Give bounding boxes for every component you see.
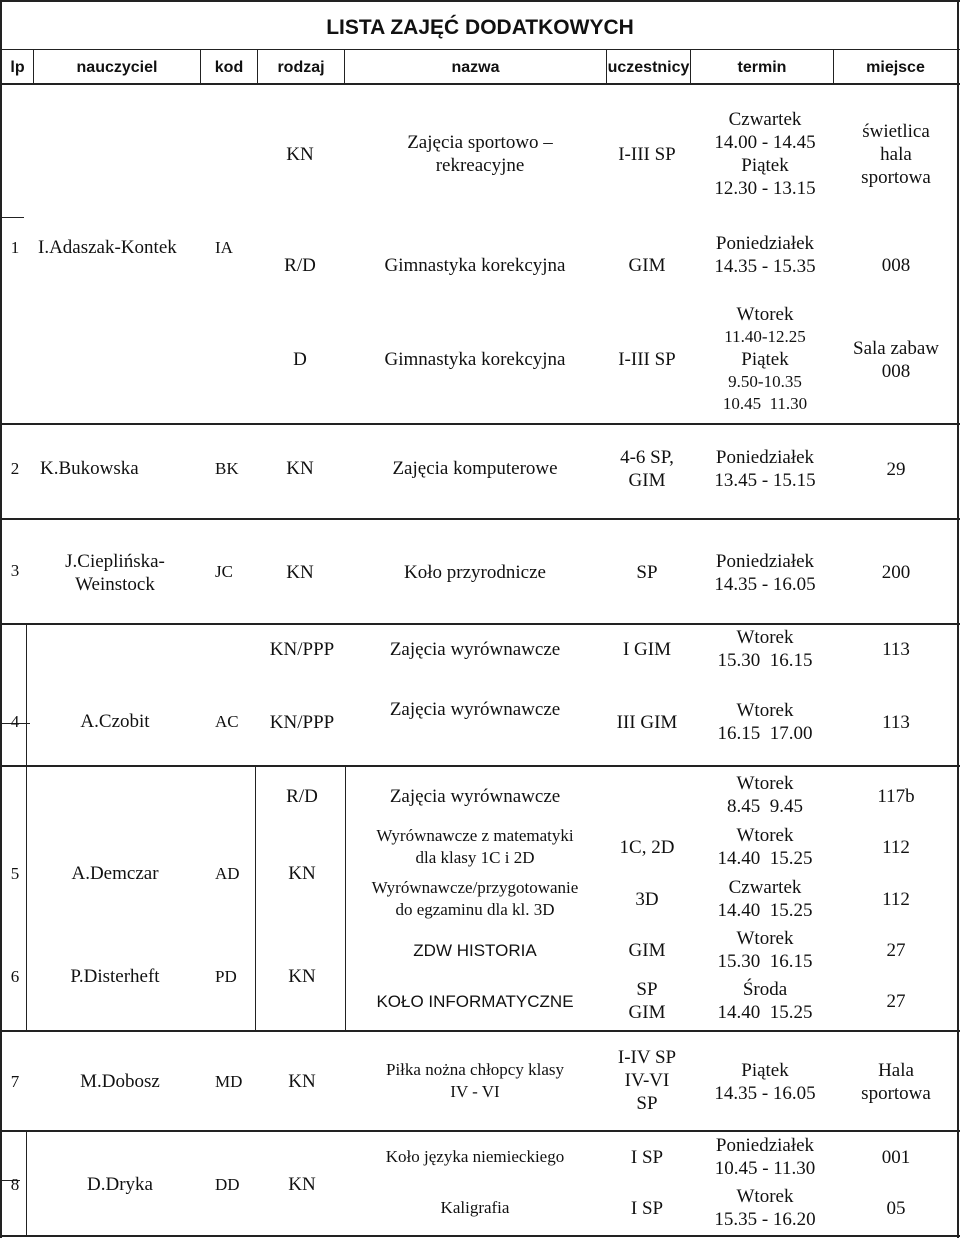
divider — [0, 1130, 960, 1132]
schedule-day: Piątek — [741, 1060, 789, 1081]
divider — [0, 518, 960, 520]
activity-name: Gimnastyka korekcyjna — [384, 255, 566, 276]
teacher-code: IA — [215, 238, 233, 257]
schedule-day: Wtorek — [736, 825, 794, 846]
schedule-time: 15.35 - 16.20 — [714, 1209, 816, 1230]
activity-name: do egzaminu dla kl. 3D — [395, 900, 555, 919]
participants: GIM — [628, 255, 666, 276]
participants: I-IV SP — [617, 1047, 677, 1068]
room: Hala — [878, 1060, 914, 1081]
schedule-day: Środa — [742, 979, 788, 1000]
activity-type: KN/PPP — [269, 712, 335, 733]
schedule-time: 14.40 15.25 — [717, 848, 813, 869]
room: 008 — [881, 361, 911, 382]
row-number: 3 — [10, 561, 20, 580]
schedule-time: 14.35 - 16.05 — [714, 574, 816, 595]
border-left — [0, 0, 2, 1238]
activity-type: KN — [286, 562, 314, 583]
schedule-time: 10.45 11.30 — [722, 394, 808, 413]
row-number: 4 — [10, 712, 20, 731]
activity-type: D — [293, 349, 307, 370]
participants: III GIM — [616, 712, 678, 733]
schedule-day: Wtorek — [736, 700, 794, 721]
schedule-time: 14.40 15.25 — [717, 900, 813, 921]
activity-type: R/D — [284, 255, 316, 276]
divider — [255, 767, 256, 1030]
row-number: 6 — [10, 967, 20, 986]
activity-type: KN — [288, 1071, 316, 1092]
header-nazwa: nazwa — [451, 59, 500, 76]
activity-name: dla klasy 1C i 2D — [415, 848, 535, 867]
divider — [345, 767, 346, 1030]
teacher-name: D.Dryka — [87, 1174, 153, 1195]
row-number: 5 — [10, 864, 20, 883]
activity-name: Zajęcia sportowo – — [407, 132, 553, 153]
room: 001 — [881, 1147, 911, 1168]
teacher-name: A.Czobit — [80, 711, 150, 732]
activity-name: Zajęcia wyrównawcze — [389, 639, 561, 660]
header-termin: termin — [737, 59, 787, 76]
divider — [26, 1132, 27, 1236]
schedule-time: 9.50-10.35 — [728, 372, 802, 391]
teacher-code: AC — [215, 712, 239, 731]
teacher-name: M.Dobosz — [80, 1071, 160, 1092]
participants: 3D — [635, 889, 659, 910]
header-kod: kod — [214, 59, 244, 76]
schedule-time: 14.35 - 16.05 — [714, 1083, 816, 1104]
divider — [0, 83, 960, 85]
divider — [0, 623, 960, 625]
participants: SP — [636, 1093, 658, 1114]
room: 112 — [882, 889, 910, 910]
room: 113 — [882, 712, 910, 733]
page-title: LISTA ZAJĘĆ DODATKOWYCH — [326, 16, 634, 39]
teacher-code: AD — [215, 864, 240, 883]
activity-name: Koło języka niemieckiego — [385, 1147, 565, 1166]
activity-name: Piłka nożna chłopcy klasy — [386, 1060, 564, 1079]
divider — [0, 423, 960, 425]
participants: GIM — [628, 1002, 666, 1023]
activity-name: Wyrównawcze z matematyki — [376, 826, 574, 845]
teacher-name: Weinstock — [75, 574, 155, 595]
schedule-time: 14.35 - 15.35 — [714, 256, 816, 277]
participants: I SP — [630, 1147, 664, 1168]
schedule-time: 14.40 15.25 — [717, 1002, 813, 1023]
divider — [0, 217, 24, 218]
schedule-day: Wtorek — [736, 773, 794, 794]
teacher-name: I.Adaszak-Kontek — [38, 237, 177, 258]
room: 113 — [882, 639, 910, 660]
activity-name: Koło przyrodnicze — [404, 562, 546, 583]
schedule-day: Wtorek — [736, 304, 794, 325]
schedule-time: 13.45 - 15.15 — [714, 470, 816, 491]
participants: I-III SP — [618, 144, 676, 165]
room: 008 — [881, 255, 911, 276]
divider — [0, 1030, 960, 1032]
schedule-day: Wtorek — [736, 928, 794, 949]
divider — [26, 625, 27, 765]
teacher-name: P.Disterheft — [70, 966, 160, 987]
schedule-day: Wtorek — [736, 627, 794, 648]
participants: GIM — [628, 470, 666, 491]
divider — [0, 765, 960, 767]
participants: I-III SP — [618, 349, 676, 370]
activity-type: R/D — [286, 786, 318, 807]
row-number: 8 — [10, 1175, 20, 1194]
schedule-time: 15.30 16.15 — [717, 951, 813, 972]
schedule-time: 14.00 - 14.45 — [714, 132, 816, 153]
room: 27 — [886, 940, 906, 961]
schedule-time: 12.30 - 13.15 — [714, 178, 816, 199]
schedule-day: Poniedziałek — [715, 233, 815, 254]
participants: GIM — [628, 940, 666, 961]
teacher-code: BK — [215, 459, 239, 478]
header-uczestnicy: uczestnicy — [607, 59, 690, 76]
activity-type: KN — [286, 144, 314, 165]
header-miejsce: miejsce — [866, 59, 925, 76]
divider — [26, 767, 27, 1030]
participants: I SP — [630, 1198, 664, 1219]
teacher-name: A.Demczar — [71, 863, 159, 884]
activity-name: IV - VI — [450, 1082, 500, 1101]
room: hala — [880, 144, 912, 165]
room: sportowa — [861, 167, 931, 188]
room: 27 — [886, 991, 906, 1012]
activity-name: KOŁO INFORMATYCZNE — [376, 992, 574, 1011]
row-number: 1 — [10, 238, 20, 257]
room: świetlica — [862, 121, 930, 142]
activity-type: KN/PPP — [269, 639, 335, 660]
border-bottom — [0, 1235, 960, 1237]
room: 05 — [886, 1198, 906, 1219]
room: sportowa — [861, 1083, 931, 1104]
schedule-day: Poniedziałek — [715, 1135, 815, 1156]
teacher-code: MD — [215, 1072, 243, 1091]
room: 29 — [886, 459, 906, 480]
row-number: 7 — [10, 1072, 20, 1091]
activity-name: Zajęcia wyrównawcze — [389, 786, 561, 807]
activity-type: KN — [288, 1174, 316, 1195]
participants: IV-VI — [624, 1070, 670, 1091]
header-nauczyciel: nauczyciel — [76, 59, 158, 76]
teacher-code: JC — [215, 562, 233, 581]
row-number: 2 — [10, 459, 20, 478]
activity-type: KN — [288, 863, 316, 884]
schedule-day: Czwartek — [728, 109, 802, 130]
schedule-day: Piątek — [741, 155, 789, 176]
activity-name: Kaligrafia — [440, 1198, 510, 1217]
room: 200 — [881, 562, 911, 583]
teacher-name: J.Cieplińska- — [65, 551, 165, 572]
schedule-time: 10.45 - 11.30 — [714, 1158, 816, 1179]
activity-name: Wyrównawcze/przygotowanie — [371, 878, 579, 897]
border-right — [957, 0, 959, 1238]
border-top — [0, 0, 960, 2]
activity-name: Zajęcia komputerowe — [392, 458, 558, 479]
participants: 4-6 SP, — [620, 447, 674, 468]
schedule-time: 11.40-12.25 — [724, 327, 806, 346]
room: 112 — [882, 837, 910, 858]
participants: SP — [636, 979, 658, 1000]
schedule-time: 15.30 16.15 — [717, 650, 813, 671]
schedule-day: Czwartek — [728, 877, 802, 898]
schedule-time: 8.45 9.45 — [727, 796, 803, 817]
participants: 1C, 2D — [619, 837, 675, 858]
schedule-day: Poniedziałek — [715, 447, 815, 468]
schedule-day: Poniedziałek — [715, 551, 815, 572]
participants: I GIM — [622, 639, 672, 660]
participants: SP — [636, 562, 658, 583]
header-lp: lp — [10, 59, 25, 76]
header-rodzaj: rodzaj — [277, 59, 325, 76]
teacher-code: PD — [215, 967, 237, 986]
activity-name: ZDW HISTORIA — [413, 941, 537, 960]
activity-type: KN — [286, 458, 314, 479]
activity-name: rekreacyjne — [435, 155, 525, 176]
teacher-code: DD — [215, 1175, 240, 1194]
activity-name: Gimnastyka korekcyjna — [384, 349, 566, 370]
activity-name: Zajęcia wyrównawcze — [389, 699, 561, 720]
room: 117b — [877, 786, 915, 807]
divider — [0, 49, 960, 50]
schedule-time: 16.15 17.00 — [717, 723, 813, 744]
schedule-day: Piątek — [741, 349, 789, 370]
teacher-name: K.Bukowska — [40, 458, 139, 479]
activity-type: KN — [288, 966, 316, 987]
room: Sala zabaw — [853, 338, 939, 359]
schedule-day: Wtorek — [736, 1186, 794, 1207]
